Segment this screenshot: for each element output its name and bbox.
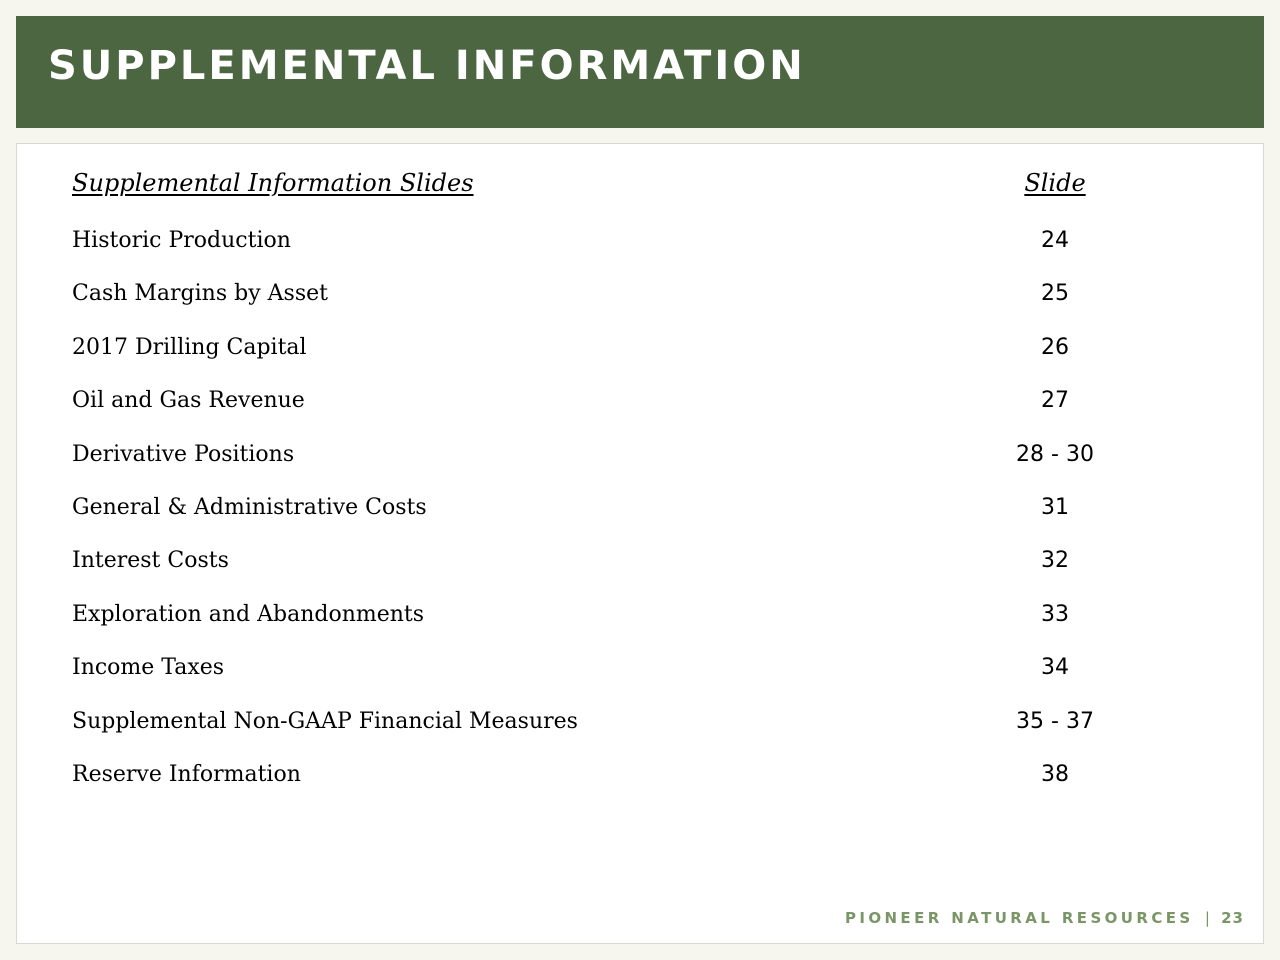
list-item [17,335,1263,388]
item-label: Supplemental Non-GAAP Financial Measures [72,708,578,734]
list-item [17,548,1263,601]
list-item [17,228,1263,281]
footer-separator: | [1204,909,1210,927]
page-number: 23 [1221,909,1244,927]
item-label: Historic Production [72,228,291,253]
list-item [17,655,1263,708]
item-slide-number: 27 [1041,388,1069,414]
column-header-topic: Supplemental Information Slides [72,169,474,197]
item-label: Exploration and Abandonments [72,601,425,627]
item-label: Interest Costs [72,548,229,574]
item-slide-number: 24 [1041,228,1069,253]
item-label: Oil and Gas Revenue [72,388,305,414]
list-item [17,281,1263,334]
column-header-slide: Slide [1024,169,1086,197]
footer [845,911,1244,926]
company-wordmark: PIONEER NATURAL RESOURCES [844,909,1194,927]
item-slide-number: 38 [1041,761,1069,787]
list-item [17,495,1263,548]
item-label: Reserve Information [72,761,301,787]
item-label: Derivative Positions [72,441,295,467]
list-item [17,388,1263,441]
item-label: Income Taxes [72,655,225,681]
item-slide-number: 25 [1041,281,1069,307]
item-slide-number: 34 [1041,655,1069,681]
header-bar [16,16,1264,128]
item-slide-number: 33 [1041,601,1069,627]
item-slide-number: 32 [1041,548,1069,574]
list-item [17,762,1263,815]
item-slide-number: 35 - 37 [1016,708,1094,734]
content-panel [16,143,1264,944]
supplemental-slides-list [17,228,1263,815]
list-item [17,709,1263,762]
item-label: 2017 Drilling Capital [72,334,307,360]
list-item [17,442,1263,495]
item-slide-number: 31 [1041,494,1069,520]
item-slide-number: 26 [1041,334,1069,360]
item-slide-number: 28 - 30 [1016,441,1094,467]
item-label: General & Administrative Costs [72,494,427,520]
item-label: Cash Margins by Asset [72,281,328,307]
page-title: SUPPLEMENTAL INFORMATION [48,43,806,89]
list-item [17,602,1263,655]
